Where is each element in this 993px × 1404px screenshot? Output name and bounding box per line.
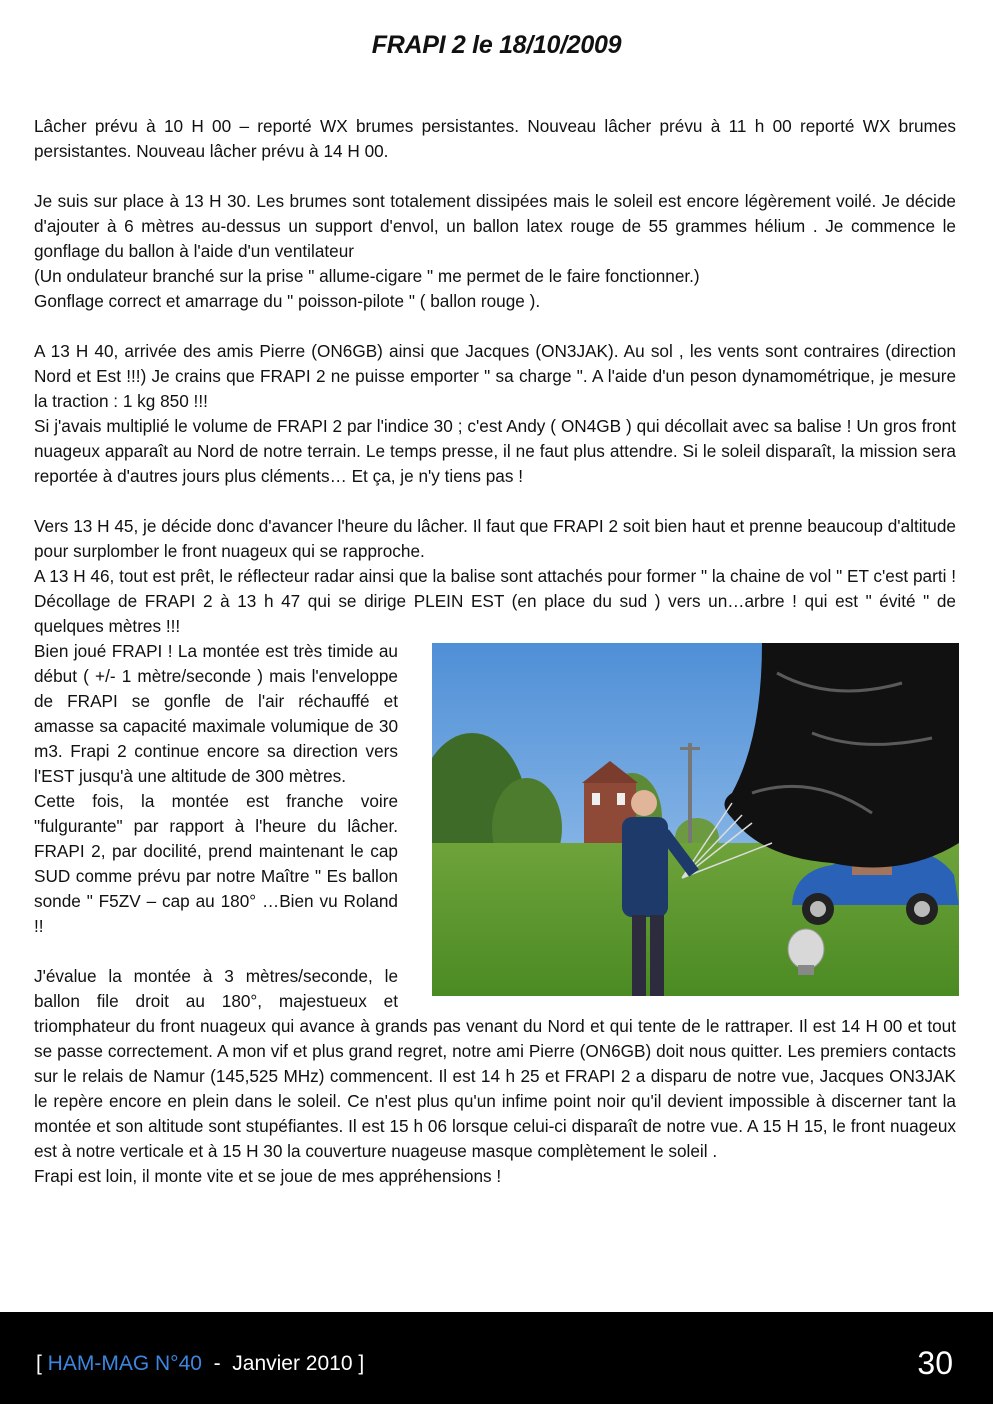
paragraph: A 13 H 40, arrivée des amis Pierre (ON6GB) ainsi que Jacques (ON3JAK). Au sol , les vents sont contraires (direction Nord et Est !!!) Je crains que FRAPI 2 ne puisse emporter " sa charge ". A l'aide d'un peson dynamométrique, je mesure la traction : 1 kg 850 !!! (34, 341, 956, 411)
paragraph: Bien joué FRAPI ! La montée est très timide au début ( +/- 1 mètre/seconde ) mais l'enveloppe de FRAPI se gonfle de l'air réchauffé et amasse sa capacité maximale volumique de 30 m3. Frapi 2 continue encore sa direction vers l'EST jusqu'à une altitude de 300 mètres. (34, 641, 398, 786)
paragraph: Lâcher prévu à 10 H 00 – reporté WX brumes persistantes. Nouveau lâcher prévu à 11 h 00 reporté WX brumes persistantes. Nouveau lâcher prévu à 14 H 00. (34, 116, 956, 161)
paragraph: A 13 H 46, tout est prêt, le réflecteur radar ainsi que la balise sont attachés pour former " la chaine de vol " ET c'est parti ! Décollage de FRAPI 2 à 13 h 47 qui se dirige PLEIN EST (en place du sud ) vers un…arbre ! qui est " évité " de quelques mètres !!! (34, 566, 956, 636)
paragraph: Frapi est loin, il monte vite et se joue de mes appréhensions ! (34, 1166, 502, 1186)
page-footer (0, 1312, 993, 1404)
paragraph: Vers 13 H 45, je décide donc d'avancer l'heure du lâcher. Il faut que FRAPI 2 soit bien haut et prenne beaucoup d'altitude pour surplomber le front nuageux qui se rapproche. (34, 516, 956, 561)
article-body (34, 114, 956, 1189)
paragraph: (Un ondulateur branché sur la prise " allume-cigare " me permet de le faire fonctionner.) (34, 266, 700, 286)
paragraph: J'évalue la montée à 3 mètres/seconde, le ballon file droit au 180°, majestueux et triomphateur du front nuageux qui avance à grands pas venant du Nord et qui tente de le rattraper. Il est 14 H 00 et tout se passe correctement. A mon vif et plus grand regret, notre ami Pierre (ON6GB) doit nous quitter. Les premiers contacts sur le relais de Namur (145,525 MHz) commencent. Il est 14 h 25 et FRAPI 2 a disparu de notre vue, Jacques ON3JAK le repère encore en plein dans le soleil. Ce n'est plus qu'un infime point noir qu'il devient impossible à discerner tant la montée et son altitude sont stupéfiantes. Il est 15 h 06 lorsque celui-ci disparaît de notre vue. A 15 H 15, le front nuageux est à notre verticale et à 15 H 30 la couverture nuageuse masque complètement le soleil . (34, 966, 956, 1161)
paragraph: Si j'avais multiplié le volume de FRAPI 2 par l'indice 30 ; c'est Andy ( ON4GB ) qui décollait avec sa balise ! Un gros front nuageux apparaît au Nord de notre terrain. Le temps presse, il ne faut plus attendre. Si le soleil disparaît, la mission sera reportée à d'autres jours plus cléments… Et ça, je n'y tiens pas ! (34, 416, 956, 486)
balloon-launch-photo (432, 643, 959, 996)
article-title: FRAPI 2 le 18/10/2009 (371, 31, 622, 59)
paragraph: Gonflage correct et amarrage du " poisson-pilote " ( ballon rouge ). (34, 291, 541, 311)
magazine-reference (36, 1352, 364, 1376)
bracket-open: [ (36, 1352, 48, 1375)
magazine-issue: HAM-MAG N°40 (47, 1352, 202, 1375)
photo-illustration (432, 643, 959, 996)
separator: - (201, 1352, 233, 1375)
paragraph: Cette fois, la montée est franche voire "fulgurante" par rapport à l'heure du lâcher. FRAPI 2, par docilité, prend maintenant le cap SUD comme prévu par notre Maître " Es ballon sonde " F5ZV – cap au 180° …Bien vu Roland !! (34, 791, 398, 936)
issue-date: Janvier 2010 ] (232, 1352, 365, 1375)
paragraph: Je suis sur place à 13 H 30. Les brumes sont totalement dissipées mais le soleil est encore légèrement voilé. Je décide d'ajouter à 6 mètres au-dessus un support d'envol, un ballon latex rouge de 55 grammes hélium . Je commence le gonflage du ballon à l'aide d'un ventilateur (34, 191, 956, 261)
page-number: 30 (917, 1345, 953, 1381)
